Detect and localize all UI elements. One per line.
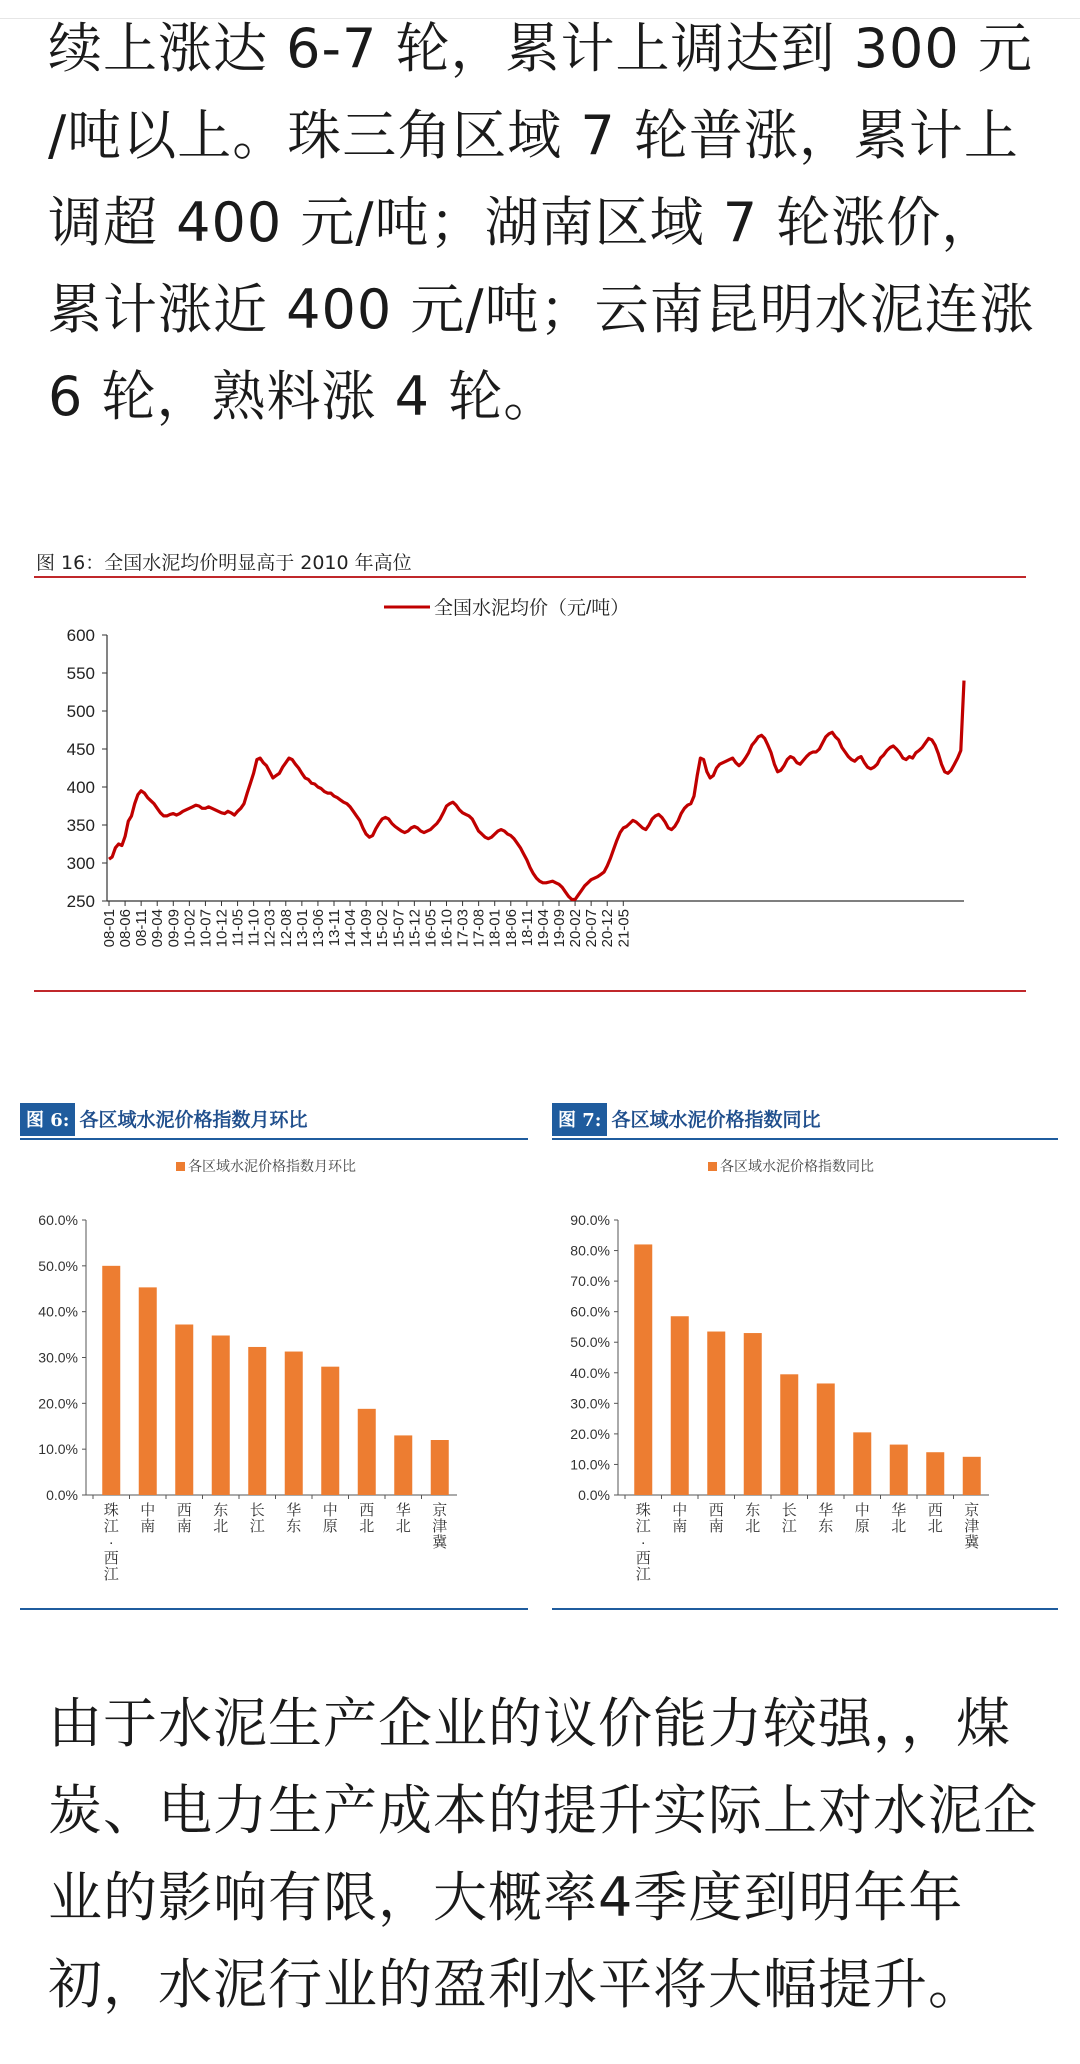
body-paragraph-1: 续上涨达 6-7 轮，累计上调达到 300 元 /吨以上。珠三角区域 7 轮普涨，累计上调超 400 元/吨；湖南区域 7 轮涨价，累计涨近 400 元/吨；云南昆明水泥连涨 6 轮，熟料涨 4 轮。 (48, 17, 1035, 428)
bar (175, 1325, 193, 1496)
x-tick-label: 13-11 (326, 909, 343, 947)
x-tick-label: 18-06 (502, 909, 520, 948)
x-tick-label: 10-12 (213, 909, 231, 948)
bar (285, 1352, 303, 1495)
bar (212, 1336, 230, 1496)
y-tick-label: 400 (66, 778, 95, 797)
x-tick-label: 中原 (854, 1502, 870, 1535)
x-tick-label: 18-11 (518, 909, 536, 947)
x-tick-label: 中南 (140, 1502, 156, 1535)
bar (853, 1432, 871, 1495)
x-tick-label: 20-07 (583, 909, 601, 948)
x-tick-label: 13-01 (293, 909, 311, 948)
legend-swatch (708, 1162, 717, 1171)
x-tick-label: 11-10 (245, 909, 263, 947)
figure-6-tag: 图 6: (20, 1103, 75, 1136)
y-tick-label: 20.0% (38, 1395, 78, 1412)
x-tick-label: 京津冀 (432, 1502, 448, 1551)
bar (431, 1440, 449, 1495)
figure-7-tag: 图 7: (552, 1103, 607, 1136)
bar (394, 1435, 412, 1495)
bar-chart-mom (20, 1145, 528, 1600)
x-tick-label: 西南 (176, 1502, 192, 1535)
y-tick-label: 40.0% (570, 1364, 610, 1381)
legend-label: 各区域水泥价格指数月环比 (188, 1158, 356, 1174)
x-tick-label: 12-03 (261, 909, 279, 948)
figure-16-top-rule (34, 576, 1026, 578)
y-tick-label: 10.0% (38, 1441, 78, 1458)
y-tick-label: 0.0% (578, 1487, 610, 1503)
x-tick-label: 09-09 (165, 909, 183, 948)
y-tick-label: 30.0% (38, 1349, 78, 1366)
x-tick-label: 20-12 (599, 909, 617, 948)
bar (248, 1347, 266, 1495)
x-tick-label: 17-03 (454, 909, 472, 948)
x-tick-label: 华东 (818, 1502, 834, 1535)
x-tick-label: 08-01 (101, 909, 118, 948)
bar (963, 1457, 981, 1495)
body-paragraph-2: 由于水泥生产企业的议价能力较强，，煤炭、电力生产成本的提升实际上对水泥企业的影响有限，大概率4季度到明年年初，水泥行业的盈利水平将大幅提升。 (48, 1692, 1038, 2016)
figure-7-top-rule (552, 1138, 1058, 1140)
x-tick-label: 西北 (359, 1502, 375, 1535)
y-tick-label: 60.0% (38, 1212, 78, 1228)
x-tick-label: 西北 (927, 1502, 943, 1535)
bar (139, 1287, 157, 1495)
legend-label: 全国水泥均价（元/吨） (434, 598, 630, 619)
bar (321, 1367, 339, 1495)
figure-6-title: 各区域水泥价格指数月环比 (79, 1109, 308, 1131)
y-tick-label: 350 (66, 816, 95, 835)
x-tick-label: 11-05 (229, 909, 247, 947)
line-chart-national-cement-price (34, 585, 1034, 985)
bar (707, 1332, 725, 1495)
x-tick-label: 东北 (745, 1502, 761, 1535)
x-tick-label: 15-12 (406, 909, 424, 948)
x-tick-label: 15-07 (390, 909, 408, 948)
x-tick-label: 中南 (672, 1502, 688, 1535)
x-tick-label: 16-10 (438, 909, 456, 948)
y-tick-label: 500 (66, 702, 95, 721)
bar (817, 1383, 835, 1495)
x-tick-label: 15-02 (374, 909, 392, 948)
x-tick-label: 19-09 (551, 909, 568, 948)
bar (926, 1452, 944, 1495)
x-tick-label: 20-02 (567, 909, 585, 948)
x-tick-label: 珠江·西江 (103, 1502, 119, 1583)
y-tick-label: 250 (66, 892, 95, 911)
x-tick-label: 华东 (286, 1502, 302, 1535)
x-tick-label: 09-04 (149, 909, 167, 948)
x-tick-label: 08-06 (117, 909, 135, 948)
bar (890, 1445, 908, 1495)
x-tick-label: 19-04 (534, 909, 552, 948)
x-tick-label: 14-09 (358, 909, 376, 948)
y-tick-label: 10.0% (570, 1456, 610, 1473)
bar (671, 1316, 689, 1495)
x-tick-label: 西南 (708, 1502, 724, 1535)
y-tick-label: 0.0% (46, 1487, 78, 1503)
y-tick-label: 300 (66, 854, 95, 873)
x-tick-label: 长江 (781, 1502, 797, 1535)
x-tick-label: 18-01 (486, 909, 504, 948)
bar-chart-yoy (552, 1145, 1058, 1600)
bar (102, 1266, 120, 1495)
bar (744, 1333, 762, 1495)
y-tick-label: 90.0% (570, 1212, 610, 1228)
bar (358, 1409, 376, 1495)
x-tick-label: 东北 (213, 1502, 229, 1535)
x-tick-label: 12-08 (277, 909, 295, 948)
x-tick-label: 长江 (249, 1502, 265, 1535)
x-tick-label: 21-05 (615, 909, 633, 948)
x-tick-label: 13-06 (309, 909, 327, 948)
figure-6-bottom-rule (20, 1608, 528, 1610)
series-line-national-price (109, 681, 964, 900)
y-tick-label: 450 (66, 740, 95, 759)
x-tick-label: 16-05 (422, 909, 440, 948)
figure-7-title: 各区域水泥价格指数同比 (611, 1109, 821, 1131)
x-tick-label: 10-07 (197, 909, 215, 948)
y-tick-label: 50.0% (570, 1334, 610, 1351)
x-tick-label: 华北 (891, 1502, 907, 1535)
y-tick-label: 60.0% (570, 1303, 610, 1320)
x-tick-label: 08-11 (133, 909, 151, 947)
figure-7-bottom-rule (552, 1608, 1058, 1610)
x-tick-label: 10-02 (181, 909, 199, 948)
x-tick-label: 珠江·西江 (635, 1502, 651, 1583)
figure-6-header (20, 1104, 307, 1136)
y-tick-label: 550 (66, 664, 95, 683)
y-tick-label: 50.0% (38, 1257, 78, 1274)
y-tick-label: 600 (66, 626, 95, 645)
x-tick-label: 17-08 (470, 909, 488, 948)
x-tick-label: 中原 (322, 1502, 338, 1535)
y-tick-label: 80.0% (570, 1242, 610, 1259)
y-tick-label: 40.0% (38, 1303, 78, 1320)
legend-swatch (176, 1162, 185, 1171)
figure-6-top-rule (20, 1138, 528, 1140)
x-tick-label: 京津冀 (964, 1502, 980, 1551)
figure-7-header (552, 1104, 820, 1136)
y-tick-label: 70.0% (570, 1273, 610, 1290)
y-tick-label: 20.0% (570, 1425, 610, 1442)
bar (780, 1374, 798, 1495)
figure-16-bottom-rule (34, 990, 1026, 992)
legend-label: 各区域水泥价格指数同比 (720, 1158, 874, 1174)
bar (634, 1244, 652, 1495)
y-tick-label: 30.0% (570, 1395, 610, 1412)
x-tick-label: 华北 (395, 1502, 411, 1535)
x-tick-label: 14-04 (342, 909, 360, 948)
figure-16-title: 图 16：全国水泥均价明显高于 2010 年高位 (36, 552, 412, 574)
